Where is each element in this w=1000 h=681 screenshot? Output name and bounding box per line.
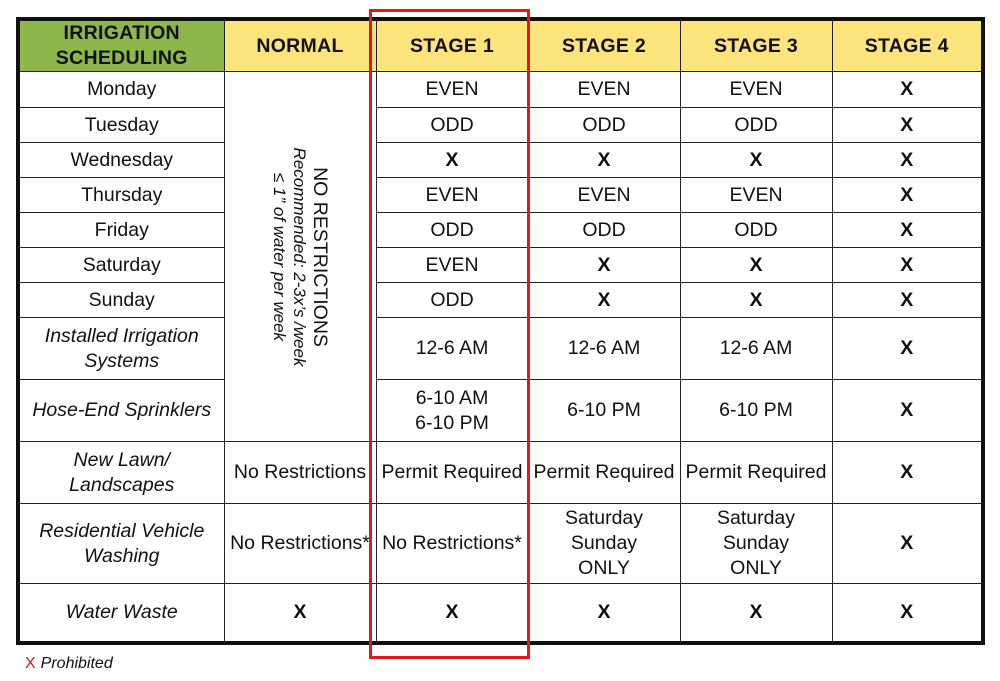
prohibited-x-icon: X bbox=[832, 442, 983, 504]
prohibited-x-icon: X bbox=[25, 655, 36, 672]
prohibited-x-icon: X bbox=[680, 283, 832, 318]
header-stage-3: STAGE 3 bbox=[680, 19, 832, 72]
table-row bbox=[18, 283, 983, 318]
prohibited-x-icon: X bbox=[832, 108, 983, 143]
stage-3-cell-friday: ODD bbox=[680, 213, 832, 248]
header-row bbox=[18, 19, 983, 72]
header-stage-4: STAGE 4 bbox=[832, 19, 983, 72]
legend-text: Prohibited bbox=[40, 655, 113, 672]
irrigation-schedule-table bbox=[16, 17, 985, 645]
stage-3-cell-hose-end-sprinklers: 6-10 PM bbox=[680, 380, 832, 442]
prohibited-x-icon: X bbox=[832, 178, 983, 213]
stage-3-cell-tuesday: ODD bbox=[680, 108, 832, 143]
stage-1-cell-friday: ODD bbox=[376, 213, 528, 248]
stage-1-cell-installed-irrigation-systems: 12-6 AM bbox=[376, 318, 528, 380]
recommended-frequency: Recommended: 2-3x’s /week bbox=[290, 147, 309, 367]
legend bbox=[25, 655, 113, 673]
prohibited-x-icon: X bbox=[832, 504, 983, 584]
table-row bbox=[18, 504, 983, 584]
stage-1-cell-sunday: ODD bbox=[376, 283, 528, 318]
normal-cell-new-lawn-landscapes: No Restrictions bbox=[224, 442, 376, 504]
prohibited-x-icon: X bbox=[528, 248, 680, 283]
stage-3-cell-monday: EVEN bbox=[680, 72, 832, 108]
row-label-monday: Monday bbox=[18, 72, 224, 108]
row-label-hose-end-sprinklers: Hose-End Sprinklers bbox=[18, 380, 224, 442]
stage-1-cell-thursday: EVEN bbox=[376, 178, 528, 213]
row-label-friday: Friday bbox=[18, 213, 224, 248]
prohibited-x-icon: X bbox=[832, 283, 983, 318]
stage-2-cell-installed-irrigation-systems: 12-6 AM bbox=[528, 318, 680, 380]
prohibited-x-icon: X bbox=[832, 213, 983, 248]
stage-1-cell-hose-end-sprinklers: 6-10 AM 6-10 PM bbox=[376, 380, 528, 442]
stage-2-cell-residential-vehicle-washing: Saturday Sunday ONLY bbox=[528, 504, 680, 584]
stage-2-cell-thursday: EVEN bbox=[528, 178, 680, 213]
prohibited-x-icon: X bbox=[376, 143, 528, 178]
table-row bbox=[18, 442, 983, 504]
stage-3-cell-residential-vehicle-washing: Saturday Sunday ONLY bbox=[680, 504, 832, 584]
table-row bbox=[18, 380, 983, 442]
table-row bbox=[18, 143, 983, 178]
prohibited-x-icon: X bbox=[832, 72, 983, 108]
row-label-thursday: Thursday bbox=[18, 178, 224, 213]
stage-3-cell-installed-irrigation-systems: 12-6 AM bbox=[680, 318, 832, 380]
normal-no-restrictions-note bbox=[269, 147, 331, 366]
header-stage-2: STAGE 2 bbox=[528, 19, 680, 72]
prohibited-x-icon: X bbox=[528, 283, 680, 318]
prohibited-x-icon: X bbox=[224, 584, 376, 643]
stage-2-cell-hose-end-sprinklers: 6-10 PM bbox=[528, 380, 680, 442]
stage-3-cell-new-lawn-landscapes: Permit Required bbox=[680, 442, 832, 504]
prohibited-x-icon: X bbox=[528, 143, 680, 178]
table-row bbox=[18, 178, 983, 213]
stage-2-cell-friday: ODD bbox=[528, 213, 680, 248]
normal-cell-residential-vehicle-washing: No Restrictions* bbox=[224, 504, 376, 584]
header-stage-1: STAGE 1 bbox=[376, 19, 528, 72]
stage-1-cell-monday: EVEN bbox=[376, 72, 528, 108]
stage-2-cell-tuesday: ODD bbox=[528, 108, 680, 143]
table-row bbox=[18, 213, 983, 248]
prohibited-x-icon: X bbox=[528, 584, 680, 643]
stage-3-cell-thursday: EVEN bbox=[680, 178, 832, 213]
prohibited-x-icon: X bbox=[376, 584, 528, 643]
row-label-wednesday: Wednesday bbox=[18, 143, 224, 178]
prohibited-x-icon: X bbox=[680, 584, 832, 643]
header-normal: NORMAL bbox=[224, 19, 376, 72]
prohibited-x-icon: X bbox=[832, 380, 983, 442]
stage-1-cell-tuesday: ODD bbox=[376, 108, 528, 143]
row-label-sunday: Sunday bbox=[18, 283, 224, 318]
stage-2-cell-new-lawn-landscapes: Permit Required bbox=[528, 442, 680, 504]
prohibited-x-icon: X bbox=[680, 248, 832, 283]
prohibited-x-icon: X bbox=[832, 143, 983, 178]
prohibited-x-icon: X bbox=[832, 318, 983, 380]
table-row bbox=[18, 248, 983, 283]
row-label-water-waste: Water Waste bbox=[18, 584, 224, 643]
stage-1-cell-residential-vehicle-washing: No Restrictions* bbox=[376, 504, 528, 584]
table-row bbox=[18, 108, 983, 143]
no-restrictions-heading: NO RESTRICTIONS bbox=[309, 166, 331, 347]
table-row bbox=[18, 584, 983, 643]
stage-1-cell-new-lawn-landscapes: Permit Required bbox=[376, 442, 528, 504]
header-irrigation-scheduling: IRRIGATION SCHEDULING bbox=[18, 19, 224, 72]
prohibited-x-icon: X bbox=[832, 248, 983, 283]
row-label-new-lawn-landscapes: New Lawn/ Landscapes bbox=[18, 442, 224, 504]
table-row bbox=[18, 72, 983, 108]
row-label-installed-irrigation-systems: Installed Irrigation Systems bbox=[18, 318, 224, 380]
prohibited-x-icon: X bbox=[680, 143, 832, 178]
row-label-residential-vehicle-washing: Residential Vehicle Washing bbox=[18, 504, 224, 584]
stage-1-cell-saturday: EVEN bbox=[376, 248, 528, 283]
water-amount-note: ≤ 1” of water per week bbox=[270, 172, 289, 341]
stage-2-cell-monday: EVEN bbox=[528, 72, 680, 108]
row-label-saturday: Saturday bbox=[18, 248, 224, 283]
table-row bbox=[18, 318, 983, 380]
row-label-tuesday: Tuesday bbox=[18, 108, 224, 143]
normal-no-restrictions-cell bbox=[224, 72, 376, 442]
prohibited-x-icon: X bbox=[832, 584, 983, 643]
